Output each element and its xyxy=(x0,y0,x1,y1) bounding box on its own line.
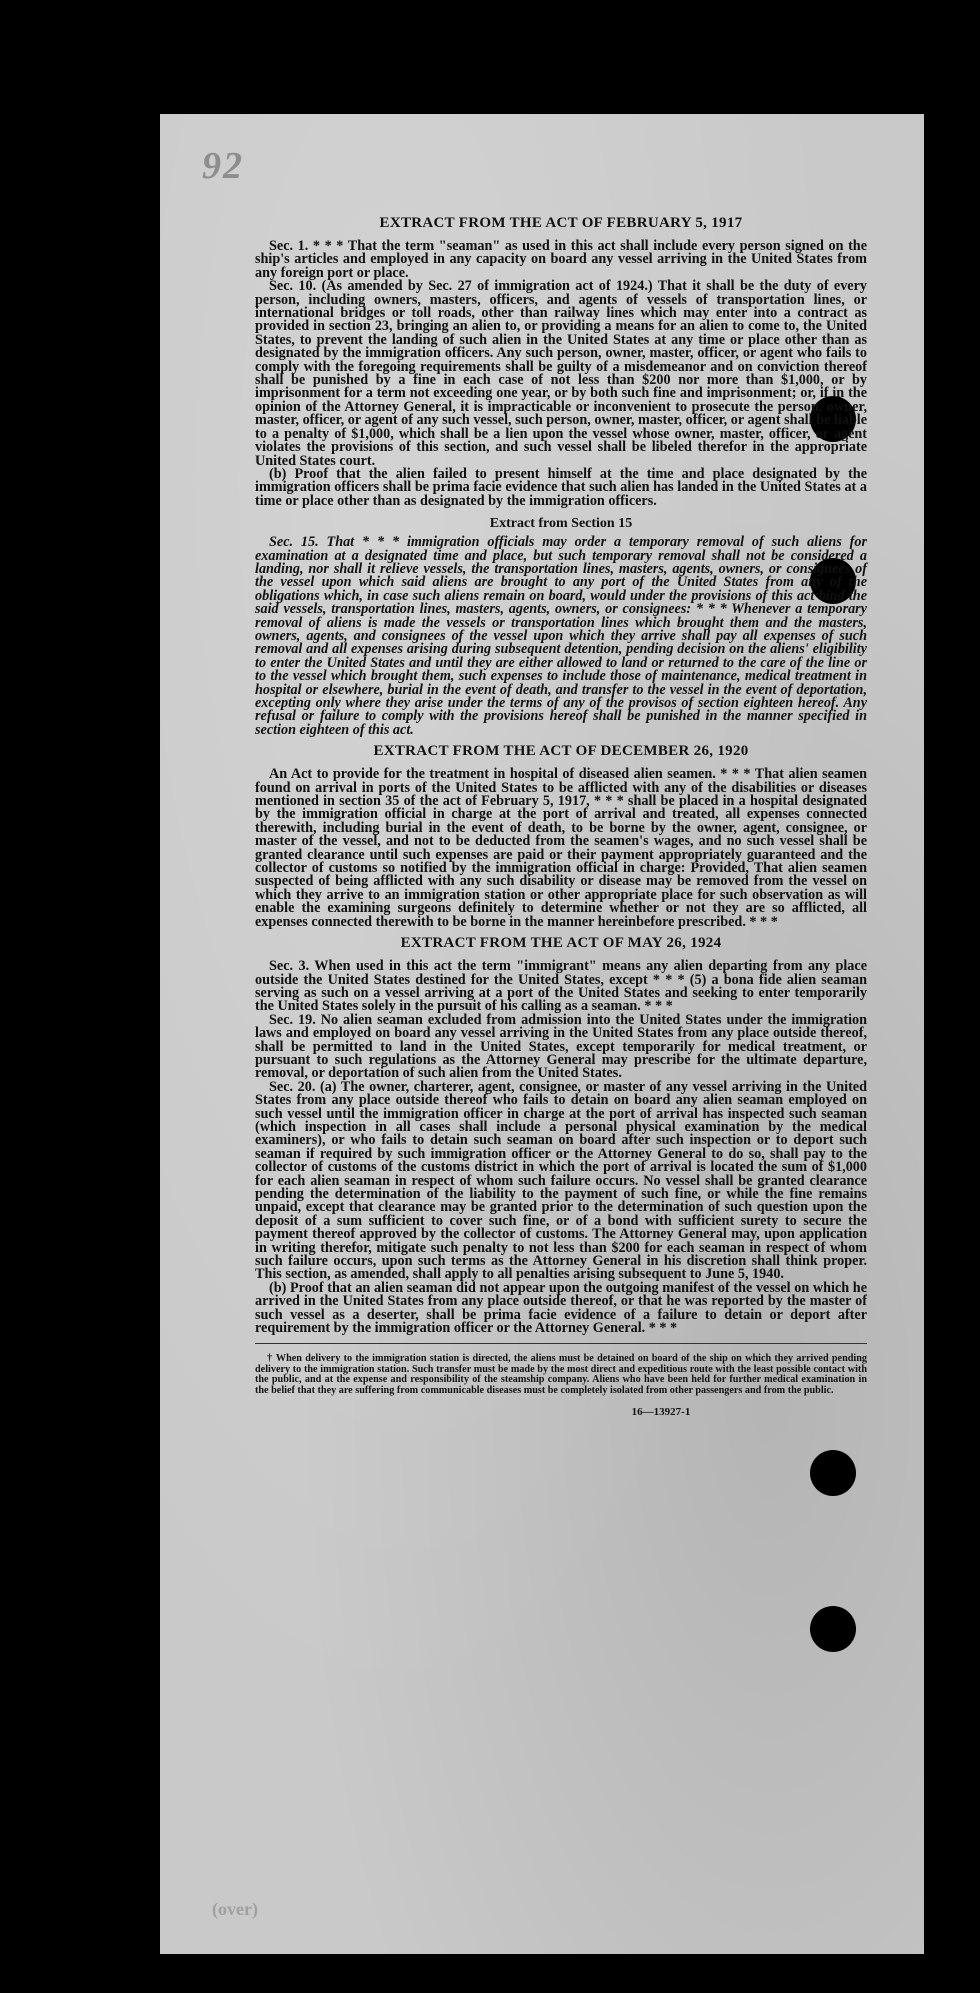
margin-page-number: 92 xyxy=(202,145,244,187)
section-10-text: Sec. 10. (As amended by Sec. 27 of immigration act of 1924.) That it shall be the duty of every person, including owners, masters, officers, and agents of vessels of transportation lines, or international bridges or toll roads, other than railway lines which may enter into a contract as provided in section 23, bringing an alien to, or providing a means for an alien to come to, the United States, to prevent the landing of such alien in the United States at any time or place other than as designated by the immigration officers. Any such person, owner, master, officer, or agent who fails to comply with the foregoing requirements shall be guilty of a misdemeanor and on conviction thereof shall be punished by a fine in each case of not less than $200 nor more than $1,000, or by imprisonment for a term not exceeding one year, or by both such fine and imprisonment; or, if in the opinion of the Attorney General, it is impracticable or inconvenient to prosecute the person, owner, master, officer, or agent of any such vessel, such person, owner, master, officer, or agent shall be liable to a penalty of $1,000, which shall be a lien upon the vessel whose owner, master, officer, or agent violates the provisions of this section, and such vessel shall be libeled therefor in the appropriate United States court. xyxy=(255,278,867,469)
footnote-text: † When delivery to the immigration station is directed, the aliens must be detained on board of the ship on which they arrived pending delivery to the immigration station. Such transfer must be made by the most direct and expeditious route with the least possible contact with the public, and at the expense and responsibility of the steamship company. Aliens who have been held for further medical examination in the belief that they are suffering from communicable diseases must be completely isolated from other passengers and from the public. xyxy=(255,1353,867,1396)
faint-over-mark: (over) xyxy=(212,1899,258,1919)
section-1-text: Sec. 1. * * * That the term "seaman" as used in this act shall include every person signed on the ship's articles and employed in any capacity on board any vessel arriving in the United States from any foreign port or place. xyxy=(255,238,867,281)
section-20-text: Sec. 20. (a) The owner, charterer, agent, consignee, or master of any vessel arriving in the United States from any place outside thereof who fails to detain on board any alien seaman employed on such vessel until the immigration officer in charge at the port of arrival has inspected such seaman (which inspection in all cases shall include a personal physical examination by the medical examiners), or who fails to detain such seaman on board after such inspection or to deport such seaman if required by such immigration officer or the Attorney General to do so, shall pay to the collector of customs of the customs district in which the port of arrival is located the sum of $1,000 for each alien seaman in respect of whom such failure occurs. No vessel shall be granted clearance pending the determination of the liability to the payment of such fine, or while the fine remains unpaid, except that clearance may be granted prior to the determination of such question upon the deposit of a sum sufficient to cover such fine, or of a bond with sufficient surety to secure the payment thereof approved by the collector of customs. The Attorney General may, upon application in writing therefor, mitigate such penalty to not less than $200 for each seaman in respect of whom such failure occurs, upon such terms as the Attorney General in his discretion shall think proper. This section, as amended, shall apply to all penalties arising subsequent to June 5, 1940. xyxy=(255,1078,867,1283)
heading-act-1917: EXTRACT FROM THE ACT OF FEBRUARY 5, 1917 xyxy=(379,215,743,231)
document-body xyxy=(255,209,867,1418)
footnote-divider xyxy=(255,1343,867,1344)
document-page xyxy=(160,114,924,1954)
heading-act-1920: EXTRACT FROM THE ACT OF DECEMBER 26, 1920 xyxy=(373,743,749,760)
heading-section-15: Extract from Section 15 xyxy=(489,516,633,532)
punch-hole xyxy=(810,1450,856,1496)
section-20b-text: (b) Proof that an alien seaman did not appear upon the outgoing manifest of the vessel on which he arrived in the United States from any place outside thereof, or that he was reported by the master of such vessel as a deserter, shall be prima facie evidence of a failure to detain or deport after requirement by the immigration officer or the Attorney General. * * * xyxy=(255,1279,867,1337)
section-3-text: Sec. 3. When used in this act the term "immigrant" means any alien departing from any place outside the United States destined for the United States, except * * * (5) a bona fide alien seaman serving as such on a vessel arriving at a port of the United States and seeking to enter temporarily the United States solely in the pursuit of his calling as a seaman. * * * xyxy=(255,958,867,1015)
form-code: 16—13927-1 xyxy=(631,1406,691,1419)
punch-hole xyxy=(810,1606,856,1652)
act-1920-text: An Act to provide for the treatment in hospital of diseased alien seamen. * * * That alien seamen found on arrival in ports of the United States to be afflicted with any of the disabilities or diseases mentioned in section 35 of the act of February 5, 1917, * * * shall be placed in a hospital designated by the immigration official in charge at the port of arrival and treated, all expenses connected therewith, including burial in the event of death, to be borne by the owner, agent, consignee, or master of the vessel, and not to be deducted from the seamen's wages, and no such vessel shall be granted clearance until such expenses are paid or their payment appropriately guaranteed and the collector of customs so notified by the immigration official in charge: Provided, That alien seamen suspected of being afflicted with any such disability or disease may be removed from the vessel on which they arrive to an immigration station or other appropriate place for such observation as will enable the examining surgeons definitely to determine whether or not they are so afflicted, all expenses connected therewith to be borne in the manner hereinbefore prescribed. * * * xyxy=(255,766,867,930)
heading-act-1924: EXTRACT FROM THE ACT OF MAY 26, 1924 xyxy=(400,935,722,952)
section-19-text: Sec. 19. No alien seaman excluded from admission into the United States under the immigration laws and employed on board any vessel arriving in the United States from any place outside thereof, shall be permitted to land in the United States, except temporarily for medical treatment, or pursuant to such regulations as the Attorney General may prescribe for the ultimate departure, removal, or deportation of such alien from the United States. xyxy=(255,1011,867,1082)
section-10b-text: (b) Proof that the alien failed to present himself at the time and place designated by the immigration officers shall be prima facie evidence that such alien has landed in the United States at a time or place other than as designated by the immigration officers. xyxy=(255,465,867,509)
section-15-text: Sec. 15. That * * * immigration officials may order a temporary removal of such aliens for examination at a designated time and place, but such temporary removal shall not be considered a landing, nor shall it relieve vessels, the transportation lines, masters, agents, owners, or consignees of the vessel upon which said aliens are brought to any port of the United States from any of the obligations which, in case such aliens remain on board, would under the provisions of this act bind the said vessels, transportation lines, masters, agents, owners, or consignees: * * * Whenever a temporary removal of aliens is made the vessels or transportation lines which brought them and the masters, owners, agents, and consignees of the vessel upon which they arrive shall pay all expenses of such removal and all expenses arising during subsequent detention, pending decision on the aliens' eligibility to enter the United States and until they are either allowed to land or returned to the care of the line or to the vessel which brought them, such expenses to include those of maintenance, medical treatment in hospital or elsewhere, burial in the event of death, and transfer to the vessel in the event of deportation, excepting only where they arise under the terms of any of the provisos of section eighteen hereof. Any refusal or failure to comply with the provisions hereof shall be punished in the manner specified in section eighteen of this act. xyxy=(255,534,867,738)
